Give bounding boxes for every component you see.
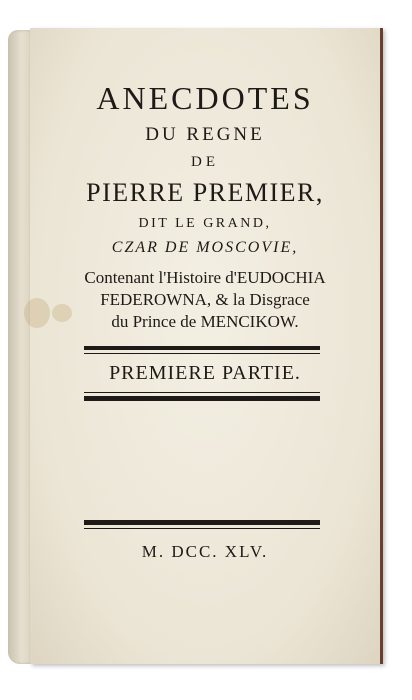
middle-rule-thin — [84, 392, 320, 393]
title-du-regne: DU REGNE — [145, 124, 265, 145]
book — [8, 28, 384, 668]
title-page — [30, 28, 383, 664]
title-anecdotes: ANECDOTES — [96, 80, 314, 116]
top-rule-thin — [84, 353, 320, 354]
bottom-rule-thin — [84, 528, 320, 529]
middle-rule-thick — [84, 396, 320, 401]
bottom-rule-thick — [84, 520, 320, 525]
description-line-1: Contenant l'Histoire d'EUDOCHIA — [84, 268, 326, 287]
top-rule-thick — [84, 346, 320, 350]
description-line-3: du Prince de MENCIKOW. — [111, 312, 299, 331]
subtitle-czar: CZAR DE MOSCOVIE, — [111, 239, 299, 256]
title-pierre-premier: PIERRE PREMIER, — [86, 178, 324, 207]
description-line-2: FEDEROWNA, & la Disgrace — [100, 290, 310, 309]
title-de: DE — [191, 154, 219, 170]
part-label: PREMIERE PARTIE. — [109, 362, 301, 384]
publication-date: M. DCC. XLV. — [141, 542, 269, 561]
subtitle-dit-le-grand: DIT LE GRAND, — [138, 216, 272, 231]
